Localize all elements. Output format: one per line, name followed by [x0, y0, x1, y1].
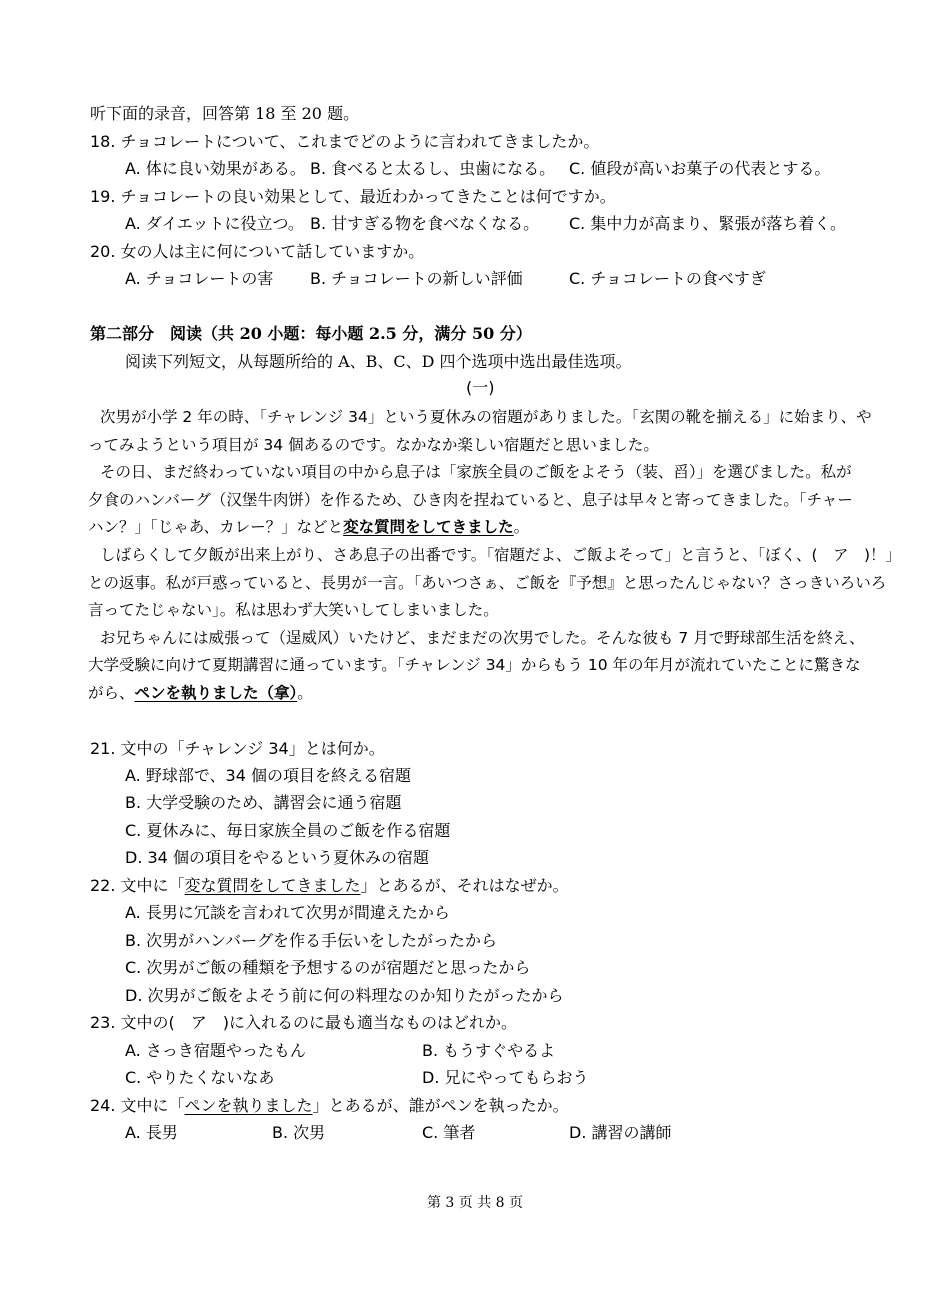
question-20-option-c: C. チョコレートの食べすぎ — [569, 269, 766, 288]
question-24-stem-start: 24. 文中に「 — [90, 1096, 185, 1115]
underlined-phrase-took-pen: ペンを執りました（拿） — [134, 684, 298, 702]
question-20-stem: 20. 女の人は主に何について話していますか。 — [90, 242, 425, 261]
passage-line-5 — [88, 517, 529, 537]
question-19-option-b: B. 甘すぎる物を食べなくなる。 — [310, 214, 540, 233]
question-22-stem-start: 22. 文中に「 — [90, 876, 185, 895]
question-19-option-a: A. ダイエットに役立つ。 — [125, 214, 304, 233]
passage-line-11 — [88, 683, 313, 703]
question-23-option-a: A. さっき宿題やったもん — [125, 1041, 306, 1060]
reading-instruction: 阅读下列短文，从每题所给的 A、B、C、D 四个选项中选出最佳选项。 — [125, 352, 632, 371]
question-24-option-d: D. 講習の講師 — [569, 1123, 672, 1142]
question-20-option-a: A. チョコレートの害 — [125, 269, 274, 288]
question-18-option-a: A. 体に良い効果がある。 — [125, 159, 306, 178]
question-21-stem: 21. 文中の「チャレンジ 34」とは何か。 — [90, 739, 385, 758]
question-21-option-b: B. 大学受験のため、講習会に通う宿題 — [125, 793, 402, 812]
question-20-option-b: B. チョコレートの新しい評価 — [310, 269, 523, 288]
passage-line-11-end: 。 — [297, 684, 313, 702]
passage-line-5-end: 。 — [513, 518, 530, 536]
question-23-option-d: D. 兄にやってもらおう — [422, 1068, 589, 1087]
passage-line-8: 言ってたじゃない」。私は思わず大笑いしてしまいました。 — [88, 601, 499, 619]
question-21-option-d: D. 34 個の項目をやるという夏休みの宿題 — [125, 848, 429, 867]
question-19-option-c: C. 集中力が高まり、緊張が落ち着く。 — [569, 214, 847, 233]
question-22-option-c: C. 次男がご飯の種類を予想するのが宿題だと思ったから — [125, 958, 531, 977]
question-22-option-d: D. 次男がご飯をよそう前に何の料理なのか知りたがったから — [125, 986, 564, 1005]
question-18-option-b: B. 食べると太るし、虫歯になる。 — [310, 159, 556, 178]
reading-heading: 第二部分 阅读（共 20 小题：每小题 2.5 分，满分 50 分） — [90, 324, 532, 343]
passage-line-6: しばらくして夕飯が出来上がり、さあ息子の出番です。「宿題だよ、ご飯よそって」と言うと、「ぼく、( ア )！」 — [100, 546, 902, 564]
page-number: 第 3 页 共 8 页 — [426, 1195, 524, 1211]
question-24-stem — [90, 1096, 569, 1116]
passage-line-4: 夕食のハンバーグ（汉堡牛肉饼）を作るため、ひき肉を捏ねていると、息子は早々と寄ってきました。「チャー — [88, 491, 853, 509]
passage-line-1: 次男が小学 2 年の時、「チャレンジ 34」という夏休みの宿題がありました。「玄関の靴を揃える」に始まり、や — [100, 408, 872, 426]
passage-line-7: との返事。私が戸惑っていると、長男が一言。「あいつさぁ、ご飯を『予想』と思ったんじゃない？さっきいろいろ — [88, 574, 887, 592]
question-22-stem-end: 」とあるが、それはなぜか。 — [360, 876, 569, 895]
question-24-stem-end: 」とあるが、誰がペンを執ったか。 — [312, 1096, 569, 1115]
question-18-stem: 18. チョコレートについて、これまでどのように言われてきましたか。 — [90, 132, 600, 151]
passage-line-10: 大学受験に向けて夏期講習に通っています。「チャレンジ 34」からもう 10 年の年月が流れていたことに驚きな — [88, 656, 861, 674]
question-22-option-b: B. 次男がハンバーグを作る手伝いをしたがったから — [125, 931, 498, 950]
listening-intro: 听下面的录音，回答第 18 至 20 题。 — [90, 104, 360, 123]
passage-line-5-text: ハン？」「じゃあ、カレー？」などと — [88, 518, 344, 536]
underlined-phrase-strange-question: 変な質問をしてきました — [343, 518, 514, 536]
question-21-option-c: C. 夏休みに、毎日家族全員のご飯を作る宿題 — [125, 821, 451, 840]
question-24-option-a: A. 長男 — [125, 1123, 178, 1142]
passage-line-3: その日、まだ終わっていない項目の中から息子は「家族全員のご飯をよそう（装、舀）」を選びました。私が — [100, 463, 852, 481]
question-19-stem: 19. チョコレートの良い効果として、最近わかってきたことは何ですか。 — [90, 187, 616, 206]
passage-line-2: ってみようという項目が 34 個あるのです。なかなか楽しい宿題だと思いました。 — [88, 436, 659, 454]
question-24-option-b: B. 次男 — [272, 1123, 326, 1142]
question-24-option-c: C. 筆者 — [422, 1123, 476, 1142]
question-22-option-a: A. 長男に冗談を言われて次男が間違えたから — [125, 903, 450, 922]
question-22-quoted-phrase: 変な質問をしてきました — [184, 876, 361, 895]
passage-line-9: お兄ちゃんには威張って（逞威风）いたけど、まだまだの次男でした。そんな彼も 7 月で野球部生活を終え、 — [100, 629, 865, 647]
question-22-stem — [90, 876, 569, 896]
question-24-quoted-phrase: ペンを執りました — [184, 1096, 313, 1115]
question-23-stem: 23. 文中の( ア )に入れるのに最も適当なものはどれか。 — [90, 1013, 518, 1032]
question-18-option-c: C. 値段が高いお菓子の代表とする。 — [569, 159, 831, 178]
question-23-option-b: B. もうすぐやるよ — [422, 1041, 556, 1060]
passage-line-11-text: がら、 — [88, 684, 135, 702]
section-number: (一) — [466, 378, 495, 397]
question-21-option-a: A. 野球部で、34 個の項目を終える宿題 — [125, 766, 411, 785]
question-23-option-c: C. やりたくないなあ — [125, 1068, 275, 1087]
